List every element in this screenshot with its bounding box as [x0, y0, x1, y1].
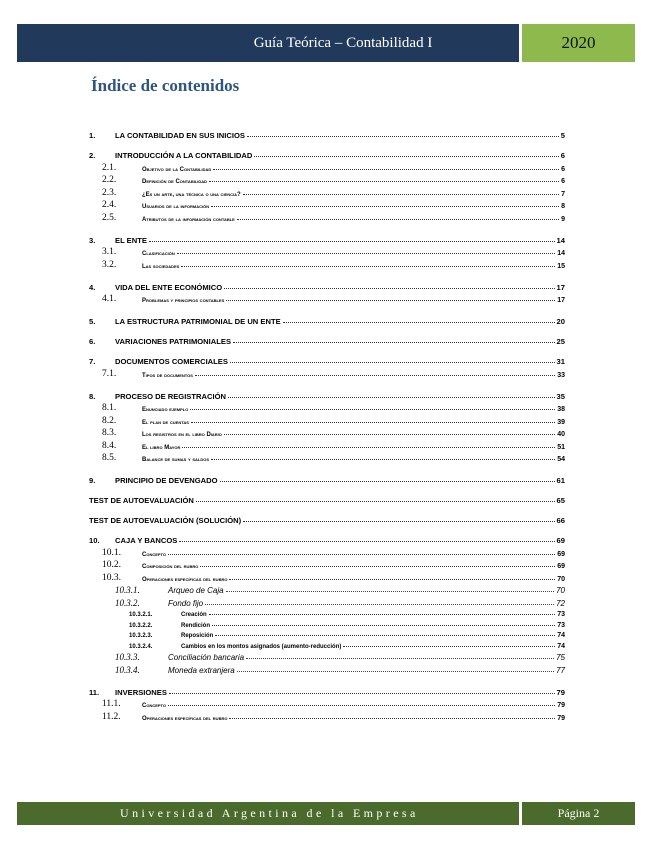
toc-entry[interactable] — [89, 697, 565, 710]
toc-entry[interactable] — [89, 346, 565, 366]
toc-entry-number: 10.1. — [102, 547, 121, 558]
toc-entry-page: 17 — [556, 282, 565, 292]
toc-entry[interactable] — [89, 677, 565, 697]
toc-entry-number: 8.5. — [102, 453, 117, 463]
toc-entry-label: Rendición — [181, 622, 211, 629]
toc-entry-number: 10.3.2. — [115, 597, 140, 608]
toc-leader-dots — [179, 541, 554, 542]
toc-entry-number: 2. — [89, 151, 96, 160]
toc-entry-label: El libro Mayor — [142, 444, 181, 451]
toc-entry-page: 31 — [556, 357, 565, 366]
toc-entry[interactable] — [89, 426, 565, 439]
toc-entry-number: 10.3.3. — [115, 652, 140, 662]
toc-entry-number: 10. — [89, 536, 100, 545]
toc-leader-dots — [190, 409, 555, 410]
toc-entry-label: Operaciones específicas del rubro — [142, 576, 228, 583]
toc-entry-page: 39 — [557, 418, 565, 426]
toc-entry[interactable] — [89, 326, 565, 346]
toc-entry-number: 10.3.2.4. — [129, 643, 153, 650]
toc-entry-label: Definición de Contabilidad — [142, 179, 208, 185]
toc-entry-page: 40 — [557, 431, 565, 438]
toc-entry-label: ¿Es un arte, una técnica o una ciencia? — [142, 191, 241, 198]
toc-entry[interactable] — [89, 570, 565, 583]
toc-leader-dots — [226, 300, 555, 301]
toc-entry-page: 74 — [557, 642, 565, 650]
toc-entry-number: 4.1. — [102, 294, 117, 304]
toc-entry[interactable] — [89, 485, 565, 505]
toc-entry-number: 10.3.2.2. — [129, 622, 153, 629]
toc-entry[interactable] — [89, 583, 565, 596]
toc-entry-page: 38 — [557, 406, 565, 413]
toc-entry[interactable] — [89, 120, 565, 140]
toc-entry[interactable] — [89, 140, 565, 160]
toc-entry-number: 10.3.2.1. — [129, 612, 153, 618]
toc-entry-number: 2.5. — [102, 212, 117, 223]
toc-entry[interactable] — [89, 381, 565, 401]
toc-entry-number: 10.2. — [102, 560, 121, 570]
toc-entry-number: 2.3. — [102, 187, 117, 198]
toc-entry[interactable] — [89, 292, 565, 305]
toc-entry-page: 7 — [561, 190, 565, 198]
toc-entry-page: 8 — [561, 203, 565, 210]
toc-entry-label: DOCUMENTOS COMERCIALES — [115, 357, 228, 366]
toc-entry-number: 2.4. — [102, 200, 117, 210]
toc-leader-dots — [196, 501, 555, 502]
toc-entry-number: 1. — [89, 131, 96, 140]
footer-university: Universidad Argentina de la Empresa — [17, 802, 519, 825]
toc-entry-label: VIDA DEL ENTE ECONÓMICO — [115, 282, 223, 292]
toc-entry-page: 15 — [557, 262, 565, 270]
toc-leader-dots — [237, 671, 554, 672]
toc-entry-label: PROCESO DE REGISTRACIÓN — [115, 391, 226, 401]
toc-entry-number: 7.1. — [102, 368, 117, 379]
toc-entry-label: PRINCIPIO DE DEVENGADO — [115, 476, 218, 485]
toc-leader-dots — [149, 241, 555, 242]
toc-leader-dots — [229, 579, 555, 580]
toc-leader-dots — [230, 362, 555, 363]
toc-leader-dots — [211, 206, 559, 207]
toc-entry[interactable] — [89, 505, 565, 525]
toc-entry[interactable] — [89, 608, 565, 619]
toc-entry-number: 11.2. — [102, 711, 121, 722]
header-title: Guía Teórica – Contabilidad I — [17, 24, 519, 62]
toc-leader-dots — [181, 266, 555, 267]
toc-entry-label: Reposición — [181, 633, 214, 639]
toc-entry[interactable] — [89, 160, 565, 173]
toc-entry-label: Creación — [181, 612, 207, 618]
toc-entry-label: Clasificación — [142, 251, 175, 257]
toc-leader-dots — [177, 253, 555, 254]
toc-entry-page: 25 — [556, 337, 565, 346]
toc-leader-dots — [182, 447, 555, 448]
toc-entry[interactable] — [89, 185, 565, 198]
toc-entry-label: VARIACIONES PATRIMONIALES — [115, 337, 232, 346]
toc-leader-dots — [243, 521, 554, 522]
toc-entry[interactable] — [89, 225, 565, 245]
toc-entry-label: Balance de sumas y saldos — [142, 457, 210, 463]
toc-entry-page: 35 — [556, 391, 565, 401]
toc-entry-number: 7. — [89, 357, 96, 366]
toc-entry-page: 77 — [556, 665, 565, 675]
toc-entry-page: 73 — [557, 621, 565, 629]
toc-entry-label: Cambios en los montos asignados (aumento-reducción) — [181, 643, 342, 650]
toc-entry-label: Fondo fijo — [168, 598, 204, 608]
toc-entry[interactable] — [89, 366, 565, 379]
toc-entry-number: 8.1. — [102, 403, 117, 413]
page-header — [17, 24, 635, 62]
toc-entry-page: 14 — [556, 235, 565, 245]
toc-entry-label: Conciliación bancaria — [168, 653, 245, 662]
toc-entry-page: 75 — [556, 653, 565, 662]
toc-entry[interactable] — [89, 401, 565, 414]
toc-leader-dots — [226, 591, 555, 592]
toc-entry-page: 79 — [557, 702, 565, 709]
toc-entry-label: Atributos de la información contable — [142, 216, 235, 223]
toc-leader-dots — [209, 181, 559, 182]
toc-entry-number: 3. — [89, 235, 96, 245]
toc-entry-number: 8.4. — [102, 440, 117, 451]
toc-entry[interactable] — [89, 639, 565, 650]
page-footer — [17, 802, 635, 825]
toc-leader-dots — [212, 625, 555, 626]
toc-entry-page: 66 — [556, 516, 565, 525]
toc-entry-page: 5 — [560, 131, 565, 140]
toc-entry-page: 70 — [556, 586, 565, 595]
toc-entry-page: 70 — [557, 575, 565, 583]
toc-leader-dots — [191, 422, 555, 423]
toc-entry-label: LA CONTABILIDAD EN SUS INICIOS — [115, 131, 245, 140]
toc-leader-dots — [205, 604, 554, 605]
toc-entry[interactable] — [89, 245, 565, 258]
toc-entry-page: 74 — [557, 632, 565, 639]
toc-entry-page: 17 — [557, 297, 565, 304]
toc-entry-number: 5. — [89, 317, 96, 326]
toc-entry[interactable] — [89, 525, 565, 545]
toc-entry[interactable] — [89, 413, 565, 426]
toc-leader-dots — [237, 219, 559, 220]
toc-entry-page: 69 — [557, 550, 565, 558]
toc-entry[interactable] — [89, 709, 565, 722]
toc-entry-number: 3.1. — [102, 247, 117, 257]
toc-entry[interactable] — [89, 198, 565, 211]
toc-entry-number: 10.3.4. — [115, 664, 140, 675]
toc-entry-page: 9 — [561, 215, 565, 223]
toc-leader-dots — [224, 288, 554, 289]
toc-entry-label: EL ENTE — [115, 235, 147, 245]
toc-leader-dots — [233, 342, 555, 343]
toc-entry[interactable] — [89, 465, 565, 485]
table-of-contents — [89, 120, 565, 722]
toc-entry-label: LA ESTRUCTURA PATRIMONIAL DE UN ENTE — [115, 317, 281, 326]
toc-leader-dots — [343, 646, 555, 647]
toc-entry[interactable] — [89, 451, 565, 464]
toc-entry[interactable] — [89, 272, 565, 292]
toc-entry-page: 69 — [556, 536, 565, 545]
toc-entry-number: 11. — [89, 687, 100, 697]
toc-entry-label: El plan de cuentas — [142, 419, 189, 426]
toc-leader-dots — [209, 614, 556, 615]
toc-entry-number: 4. — [89, 282, 96, 292]
toc-entry-number: 8.3. — [102, 428, 117, 438]
toc-entry-page: 6 — [561, 178, 565, 185]
toc-leader-dots — [200, 566, 555, 567]
toc-entry-label: Objetivo de la Contabilidad — [142, 166, 212, 173]
toc-entry-label: TEST DE AUTOEVALUACIÓN (SOLUCIÓN) — [89, 516, 242, 525]
toc-entry-label: Tipos de documentos — [142, 372, 193, 379]
toc-leader-dots — [224, 434, 555, 435]
toc-leader-dots — [215, 635, 555, 636]
toc-entry-number: 8.2. — [102, 415, 117, 426]
toc-entry[interactable] — [89, 650, 565, 663]
toc-entry-label: Operaciones específicas del rubro — [142, 715, 228, 722]
toc-entry-number: 9. — [89, 476, 96, 485]
toc-entry-page: 65 — [556, 496, 565, 505]
toc-leader-dots — [168, 705, 555, 706]
toc-entry-page: 6 — [561, 165, 565, 173]
toc-entry-number: 6. — [89, 337, 96, 346]
toc-title: Índice de contenidos — [91, 76, 240, 95]
toc-entry-label: Problemas y principios contables — [142, 298, 225, 304]
toc-leader-dots — [228, 397, 555, 398]
toc-entry[interactable] — [89, 618, 565, 629]
toc-entry-label: Enunciado ejemplo — [142, 407, 189, 413]
toc-entry[interactable] — [89, 545, 565, 558]
toc-entry[interactable] — [89, 595, 565, 608]
toc-leader-dots — [283, 322, 555, 323]
toc-entry-page: 72 — [556, 598, 565, 608]
header-year: 2020 — [522, 24, 635, 62]
toc-entry-page: 20 — [556, 317, 565, 326]
toc-leader-dots — [254, 156, 558, 157]
toc-entry[interactable] — [89, 257, 565, 270]
toc-entry-label: Usuarios de la información — [142, 204, 210, 210]
toc-leader-dots — [229, 718, 555, 719]
toc-entry-label: TEST DE AUTOEVALUACIÓN — [89, 496, 194, 505]
toc-entry[interactable] — [89, 438, 565, 451]
toc-entry-page: 33 — [557, 371, 565, 379]
toc-entry-page: 73 — [557, 611, 565, 618]
toc-entry-label: Los registros en el libro Diario — [142, 432, 222, 438]
toc-entry-number: 2.2. — [102, 175, 117, 185]
toc-entry-label: Las sociedades — [142, 263, 180, 270]
toc-leader-dots — [246, 658, 554, 659]
toc-leader-dots — [169, 693, 555, 694]
toc-entry[interactable] — [89, 210, 565, 223]
toc-entry-number: 11.1. — [102, 699, 121, 709]
toc-entry-label: Arqueo de Caja — [168, 586, 224, 595]
toc-leader-dots — [211, 459, 555, 460]
toc-entry-number: 10.3. — [102, 572, 121, 583]
toc-entry-page: 6 — [560, 151, 565, 160]
toc-leader-dots — [213, 169, 559, 170]
toc-entry-number: 10.3.1. — [115, 585, 140, 595]
toc-entry-label: INTRODUCCIÓN A LA CONTABILIDAD — [115, 151, 253, 160]
toc-entry-page: 54 — [557, 456, 565, 463]
toc-entry-number: 2.1. — [102, 162, 117, 173]
toc-entry-label: Composición del rubro — [142, 564, 199, 570]
toc-entry[interactable] — [89, 662, 565, 675]
toc-leader-dots — [247, 136, 559, 137]
toc-leader-dots — [168, 554, 555, 555]
toc-entry[interactable] — [89, 306, 565, 326]
toc-entry-page: 69 — [557, 563, 565, 570]
toc-entry-label: Concepto — [142, 551, 167, 558]
toc-entry-number: 10.3.2.3. — [129, 633, 153, 639]
toc-entry-page: 14 — [557, 250, 565, 257]
footer-page-number: Página 2 — [522, 802, 635, 825]
toc-entry-label: Concepto — [142, 703, 167, 709]
toc-entry-number: 3.2. — [102, 259, 117, 270]
toc-entry-page: 79 — [557, 714, 565, 722]
toc-entry-page: 79 — [556, 687, 565, 697]
toc-leader-dots — [195, 375, 555, 376]
toc-entry-label: Moneda extranjera — [168, 665, 235, 675]
toc-entry[interactable] — [89, 558, 565, 571]
toc-entry-label: CAJA Y BANCOS — [115, 536, 178, 545]
toc-entry-page: 61 — [556, 476, 565, 485]
toc-entry[interactable] — [89, 629, 565, 640]
toc-entry[interactable] — [89, 173, 565, 186]
toc-leader-dots — [243, 194, 559, 195]
toc-entry-number: 8. — [89, 391, 96, 401]
toc-leader-dots — [220, 481, 555, 482]
toc-entry-label: INVERSIONES — [115, 687, 167, 697]
toc-entry-page: 51 — [557, 443, 565, 451]
